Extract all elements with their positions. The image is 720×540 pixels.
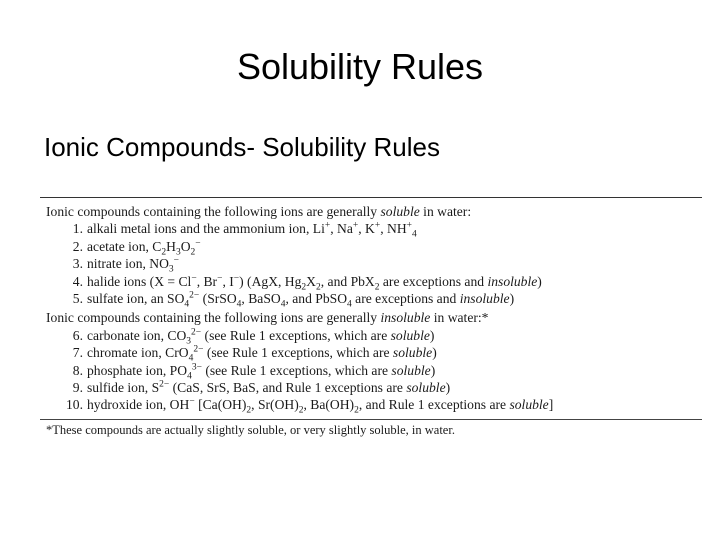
insoluble-intro-prefix: Ionic compounds containing the following ions are generally <box>46 310 381 326</box>
rule-text-segment: [Ca(OH) <box>194 397 247 413</box>
rule-text-segment: chromate ion, CrO <box>87 345 189 361</box>
superscript: − <box>195 238 201 249</box>
rule-row <box>40 327 702 347</box>
superscript: − <box>233 273 240 284</box>
subscript: 4 <box>187 371 192 382</box>
soluble-word: soluble <box>380 204 420 219</box>
rule-row <box>40 255 702 275</box>
italic-text: soluble <box>391 362 431 378</box>
subscript: 2 <box>301 282 307 293</box>
rule-text-segment: phosphate ion, PO <box>87 362 188 378</box>
subscript: 3 <box>175 247 181 258</box>
subscript: 2 <box>190 247 196 258</box>
rule-number: 6. <box>72 327 83 343</box>
slide-subtitle: Ionic Compounds- Solubility Rules <box>44 132 440 162</box>
rule-text-segment: sulfide ion, S <box>87 380 160 396</box>
insoluble-intro-suffix: in water:* <box>430 310 489 326</box>
rule-row <box>40 220 702 241</box>
rule-number: 2. <box>72 238 83 254</box>
superscript: − <box>191 273 197 284</box>
insoluble-intro <box>40 309 702 326</box>
rule-text-segment: ) (AgX, Hg <box>239 273 302 289</box>
rule-text-segment: , Na <box>330 221 353 237</box>
rule-text-segment: sulfate ion, an SO <box>87 291 185 307</box>
slide-title: Solubility Rules <box>236 46 484 87</box>
subscript: 2 <box>316 282 321 293</box>
rule-text-segment: , Br <box>196 273 218 289</box>
rule-text-segment: , I <box>222 273 234 289</box>
superscript: − <box>217 273 223 284</box>
rule-text <box>87 327 702 347</box>
rule-text-segment: O <box>180 238 191 254</box>
footnote: *These compounds are actually slightly soluble, or very slightly soluble, in water. <box>46 422 455 437</box>
rule-text-segment: (SrSO <box>199 291 237 307</box>
superscript: + <box>324 220 331 231</box>
rule-row <box>40 396 702 417</box>
insoluble-rules-list <box>40 327 702 417</box>
superscript: + <box>352 220 359 231</box>
italic-text: soluble <box>406 380 446 396</box>
rule-text <box>87 379 702 396</box>
rule-text <box>87 362 702 382</box>
subscript: 4 <box>347 299 352 310</box>
rule-text-segment: nitrate ion, NO <box>87 256 169 272</box>
rule-number: 10. <box>66 397 83 413</box>
subscript: 4 <box>412 230 417 241</box>
rule-text-segment: ) <box>429 327 435 343</box>
insoluble-word: insoluble <box>380 310 431 326</box>
rule-text-segment: acetate ion, C <box>87 238 162 254</box>
subscript: 2 <box>354 406 359 417</box>
rule-text <box>87 273 702 293</box>
rule-number: 9. <box>72 380 83 396</box>
rule-text <box>87 238 702 258</box>
rule-number: 7. <box>72 345 83 361</box>
rule-number: 3. <box>72 256 83 272</box>
superscript: + <box>374 220 381 231</box>
subscript: 4 <box>188 353 194 364</box>
rule-text-segment: , Sr(OH) <box>251 397 299 413</box>
rule-number: 4. <box>72 273 83 289</box>
rule-row <box>40 238 702 258</box>
rule-row <box>40 379 702 396</box>
rule-text-segment: carbonate ion, CO <box>87 327 187 343</box>
rule-text <box>87 290 702 310</box>
italic-text: soluble <box>392 345 433 361</box>
rule-text-segment: halide ions (X = Cl <box>87 273 192 289</box>
subscript: 4 <box>280 299 286 310</box>
rule-number: 1. <box>72 221 83 237</box>
italic-text: insoluble <box>487 273 538 289</box>
soluble-intro-suffix: in water: <box>419 204 472 219</box>
rule-text-segment: ) <box>430 362 436 378</box>
rule-row <box>40 273 702 293</box>
rule-text-segment: ] <box>548 397 554 413</box>
rule-text-segment: (see Rule 1 exceptions, which are <box>201 327 391 343</box>
rule-text-segment: ) <box>445 380 451 396</box>
rule-text-segment: (CaS, SrS, BaS, and Rule 1 exceptions are <box>169 380 407 396</box>
superscript: 3− <box>191 362 202 373</box>
table-top-rule <box>40 197 702 198</box>
rule-text-segment: , BaSO <box>241 291 281 307</box>
subscript: 3 <box>168 264 174 275</box>
rule-text-segment: are exceptions and <box>351 291 460 307</box>
rule-text <box>87 344 702 364</box>
rule-number: 5. <box>72 291 83 307</box>
rule-text-segment: , Ba(OH) <box>303 397 355 413</box>
rule-text-segment: , and PbSO <box>285 291 348 307</box>
superscript: − <box>173 255 180 266</box>
subscript: 3 <box>186 336 192 347</box>
rule-text <box>87 255 702 275</box>
superscript: 2− <box>159 379 170 390</box>
superscript: 2− <box>193 344 204 355</box>
superscript: + <box>406 220 413 231</box>
rule-text-segment: , NH <box>380 221 407 237</box>
subscript: 2 <box>161 247 167 258</box>
superscript: − <box>189 396 195 407</box>
rule-text <box>87 396 702 417</box>
rule-text-segment: (see Rule 1 exceptions, which are <box>201 362 392 378</box>
rule-text-segment: are exceptions and <box>379 273 488 289</box>
italic-text: soluble <box>509 397 549 413</box>
rule-text-segment: ) <box>432 345 437 361</box>
rule-text-segment: alkali metal ions and the ammonium ion, Li <box>87 221 325 237</box>
rule-text-segment: ) <box>537 273 542 289</box>
rule-number: 8. <box>72 362 83 378</box>
solubility-rules-table <box>40 197 702 439</box>
soluble-rules-list <box>40 220 702 310</box>
subscript: 2 <box>298 406 304 417</box>
rule-text <box>87 220 702 241</box>
subscript: 4 <box>236 299 242 310</box>
rule-text-segment: (see Rule 1 exceptions, which are <box>203 345 393 361</box>
superscript: 2− <box>191 327 202 338</box>
table-bottom-rule <box>40 419 702 420</box>
soluble-intro <box>40 203 702 220</box>
soluble-intro-prefix: Ionic compounds containing the following ions are generally <box>46 204 381 219</box>
italic-text: soluble <box>390 327 430 343</box>
subscript: 2 <box>374 282 380 293</box>
superscript: 2− <box>189 290 200 301</box>
rule-text-segment: , and Rule 1 exceptions are <box>358 397 510 413</box>
rule-text-segment: hydroxide ion, OH <box>87 397 190 413</box>
rule-row <box>40 362 702 382</box>
rule-text-segment: , K <box>358 221 375 237</box>
italic-text: insoluble <box>459 291 510 307</box>
rule-text-segment: H <box>166 238 176 254</box>
subscript: 2 <box>246 406 252 417</box>
subscript: 4 <box>184 299 190 310</box>
rule-text-segment: , and PbX <box>320 273 375 289</box>
rule-text-segment: ) <box>509 291 515 307</box>
rule-row <box>40 290 702 310</box>
rule-text-segment: X <box>306 273 316 289</box>
rule-row <box>40 344 702 364</box>
